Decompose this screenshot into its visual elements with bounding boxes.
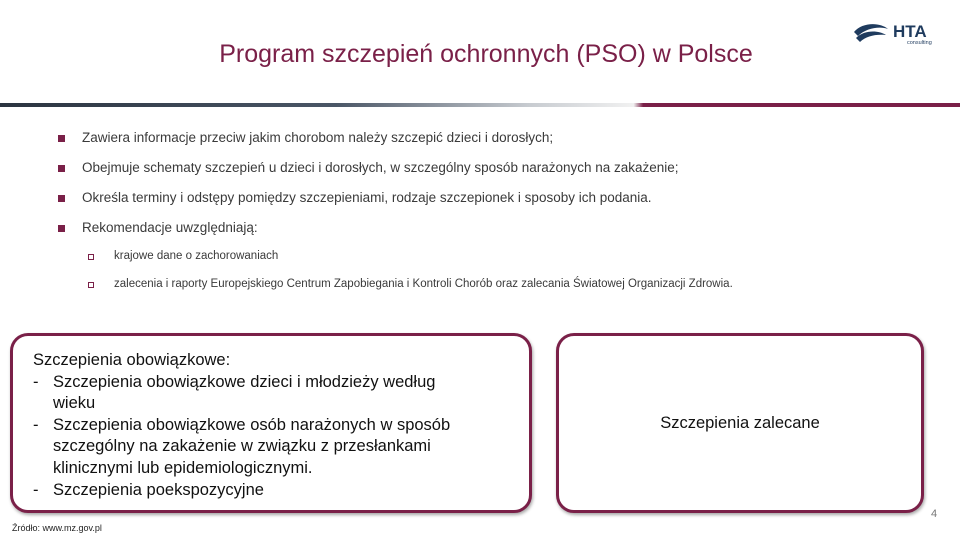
- mandatory-vaccinations-box: [10, 333, 532, 513]
- mandatory-item: [33, 372, 450, 415]
- sub-bullet-box-icon: [88, 282, 94, 288]
- mandatory-item-line: wieku: [53, 394, 96, 413]
- bullet-square-icon: [58, 165, 65, 172]
- hta-logo-icon: [852, 20, 942, 46]
- sub-bullet-text: krajowe dane o zachorowaniach: [114, 250, 279, 262]
- bullet-text: Rekomendacje uwzględniają:: [82, 220, 258, 235]
- logo-subtext: consulting: [907, 40, 932, 46]
- bullet-square-icon: [58, 225, 65, 232]
- dash-marker: -: [33, 480, 39, 499]
- mandatory-item: [33, 415, 450, 480]
- recommended-vaccinations-box: [556, 333, 924, 513]
- mandatory-heading: Szczepienia obowiązkowe:: [33, 351, 231, 369]
- mandatory-item-line: Szczepienia obowiązkowe osób narażonych w sposób: [53, 415, 451, 434]
- mandatory-item-line: szczególny na zakażenie w związku z przesłankami: [53, 437, 431, 456]
- mandatory-item-line: Szczepienia poekspozycyjne: [53, 480, 264, 499]
- dash-marker: -: [33, 372, 39, 391]
- bullet-square-icon: [58, 195, 65, 202]
- mandatory-item-line: klinicznymi lub epidemiologicznymi.: [53, 458, 313, 477]
- dash-marker: -: [33, 415, 39, 434]
- slide-title: Program szczepień ochronnych (PSO) w Polsce: [219, 40, 753, 68]
- bullet-text: Określa terminy i odstępy pomiędzy szczepieniami, rodzaje szczepionek i sposoby ich podania.: [82, 190, 652, 205]
- bullet-square-icon: [58, 135, 65, 142]
- recommended-label: Szczepienia zalecane: [660, 414, 820, 432]
- bullet-text: Zawiera informacje przeciw jakim chorobom należy szczepić dzieci i dorosłych;: [82, 130, 554, 145]
- page-number: 4: [931, 508, 938, 520]
- mandatory-item: [33, 480, 450, 502]
- hta-logo: [852, 20, 942, 46]
- sub-bullet-box-icon: [88, 254, 94, 260]
- sub-bullet-text: zalecenia i raporty Europejskiego Centrum Zapobiegania i Kontroli Chorób oraz zalecania Światowej Organizacji Zdrowia.: [114, 278, 733, 290]
- title-divider: [0, 103, 960, 107]
- mandatory-item-line: Szczepienia obowiązkowe dzieci i młodzieży według: [53, 372, 436, 391]
- source-note: Źródło: www.mz.gov.pl: [12, 523, 102, 533]
- bullet-text: Obejmuje schematy szczepień u dzieci i dorosłych, w szczególny sposób narażonych na zakażenie;: [82, 160, 679, 175]
- logo-text: HTA: [893, 22, 927, 41]
